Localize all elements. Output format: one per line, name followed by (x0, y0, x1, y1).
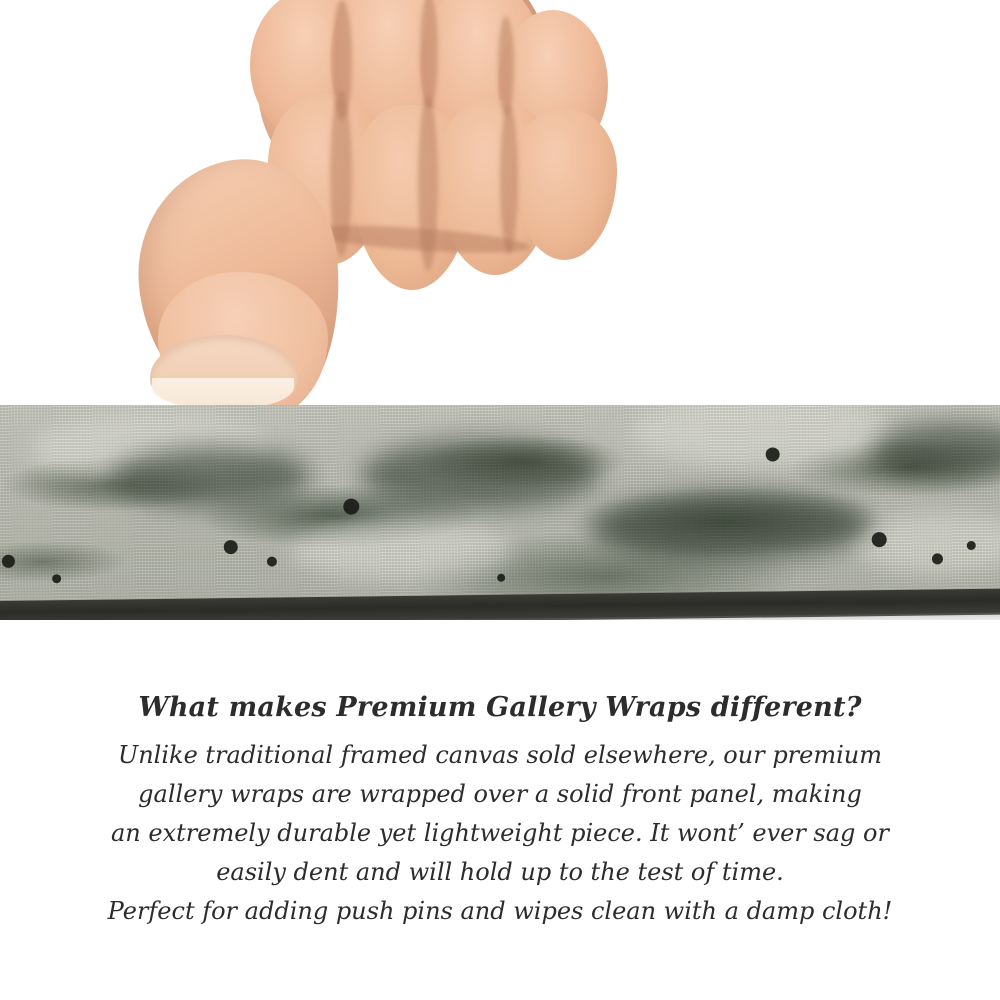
caption-block (0, 690, 1000, 931)
hand-fist-icon (0, 0, 1000, 420)
caption-line-5: Perfect for adding push pins and wipes clean with a damp cloth! (107, 896, 893, 925)
caption-heading: What makes Premium Gallery Wraps different? (138, 692, 862, 723)
caption-line-2: gallery wraps are wrapped over a solid front panel, making (138, 780, 862, 809)
canvas-weave-texture (0, 405, 1000, 615)
caption-line-3: an extremely durable yet lightweight piece. It wont’ ever sag or (111, 819, 889, 848)
caption-line-4: easily dent and will hold up to the test of time. (216, 858, 784, 887)
canvas-printed-face (0, 405, 1000, 615)
hand-crease (498, 16, 514, 116)
hand-crease (500, 104, 518, 254)
caption-line-1: Unlike traditional framed canvas sold elsewhere, our premium (117, 741, 882, 770)
canvas-edge-icon (0, 405, 1000, 620)
